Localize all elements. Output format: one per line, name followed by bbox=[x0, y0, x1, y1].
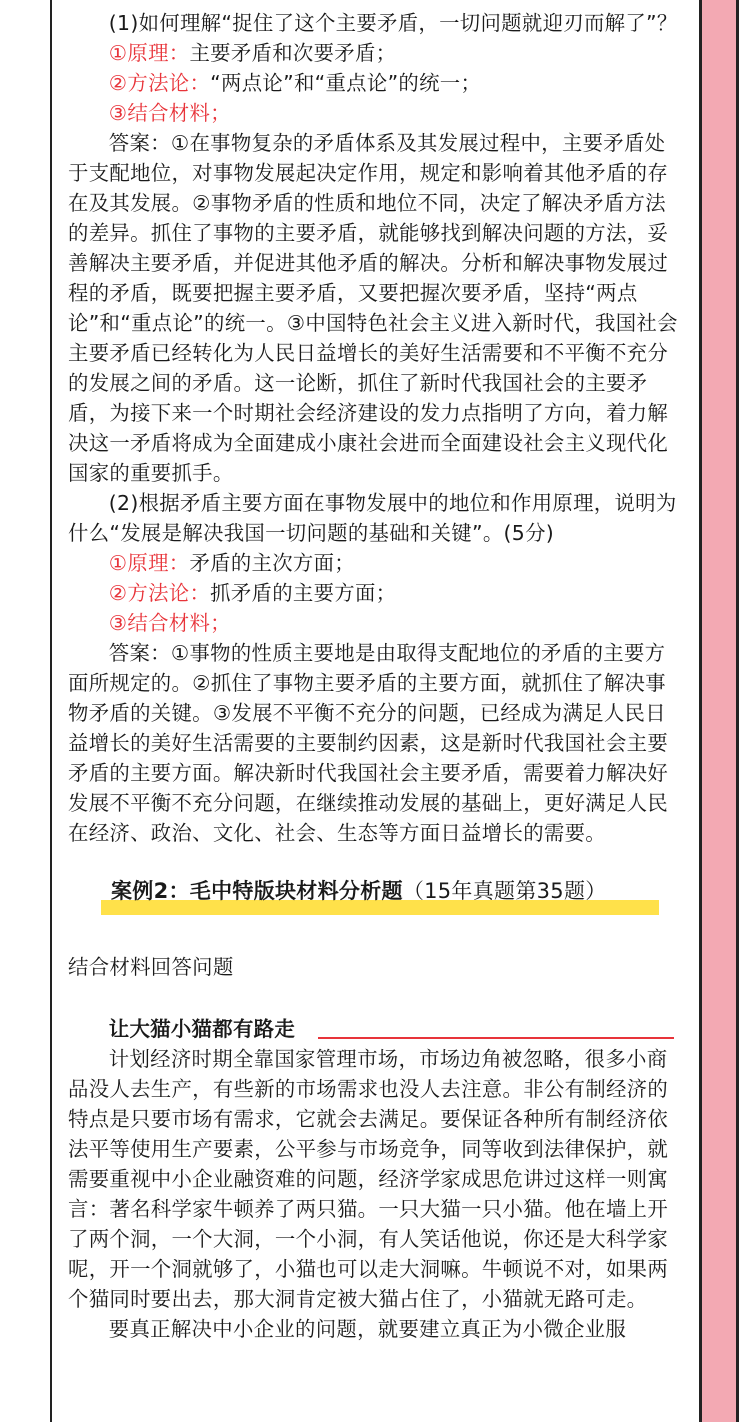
case-title-source: （15年真题第35题） bbox=[402, 879, 607, 903]
material-title-underline bbox=[318, 1037, 674, 1039]
material-title: 让大猫小猫都有路走 bbox=[108, 1017, 296, 1041]
pink-side-strip bbox=[702, 0, 736, 1422]
q2-principle-label: ①原理： bbox=[108, 551, 190, 575]
instruction-text: 结合材料回答问题 bbox=[68, 955, 234, 979]
q2-combine-material: ③结合材料； bbox=[108, 611, 231, 635]
material-text: 计划经济时期全靠国家管理市场，市场边角被忽略，很多小商品没人去生产，有些新的市场需求也没人去注意。非公有制经济的特点是只要市场有需求，它就会去满足。要保证各种所有制经济依法平等使用生产要素，公平参与市场竞争，同等收到法律保护，就需要重视中小企业融资难的问题，经济学家成思危讲过这样一则寓言：著名科学家牛顿养了两只猫。一只大猫一只小猫。他在墙上开了两个洞，一个大洞，一个小洞，有人笑话他说，你还是大科学家呢，开一个洞就够了，小猫也可以走大洞嘛。牛顿说不对，如果两个猫同时要出去，那大洞肯定被大猫占住了，小猫就无路可走。 bbox=[68, 1047, 669, 1311]
q1-methodology bbox=[68, 68, 680, 98]
q1-principle-text: 主要矛盾和次要矛盾； bbox=[189, 41, 397, 65]
q2-methodology-label: ②方法论： bbox=[108, 581, 211, 605]
q1-combine-material: ③结合材料； bbox=[108, 101, 231, 125]
q2-methodology bbox=[68, 578, 680, 608]
q1-methodology-label: ②方法论： bbox=[108, 71, 211, 95]
q1-principle-label: ①原理： bbox=[108, 41, 190, 65]
spacer bbox=[68, 982, 680, 1014]
question-1: (1)如何理解“捉住了这个主要矛盾，一切问题就迎刃而解了”？ bbox=[108, 11, 678, 35]
q2-methodology-text: 抓矛盾的主要方面； bbox=[210, 581, 397, 605]
case-heading bbox=[68, 848, 680, 952]
q1-methodology-text: “两点论”和“重点论”的统一； bbox=[210, 71, 482, 95]
material-text-continued: 要真正解决中小企业的问题，就要建立真正为小微企业服 bbox=[108, 1317, 627, 1341]
q2-principle bbox=[68, 548, 680, 578]
case-title bbox=[111, 876, 607, 906]
document-body bbox=[68, 8, 680, 1344]
q2-principle-text: 矛盾的主次方面； bbox=[189, 551, 355, 575]
material-heading bbox=[68, 1014, 680, 1044]
q1-principle bbox=[68, 38, 680, 68]
left-border-line bbox=[50, 0, 52, 1422]
q2-answer: 答案：①事物的性质主要地是由取得支配地位的矛盾的主要方面所规定的。②抓住了事物主要矛盾的主要方面，就抓住了解决事物矛盾的关键。③发展不平衡不充分的问题，已经成为满足人民日益增长的美好生活需要的主要制约因素，这是新时代我国社会主要矛盾的主要方面。解决新时代我国社会主要矛盾，需要着力解决好发展不平衡不充分问题，在继续推动发展的基础上，更好满足人民在经济、政治、文化、社会、生态等方面日益增长的需要。 bbox=[68, 641, 669, 845]
question-2: (2)根据矛盾主要方面在事物发展中的地位和作用原理，说明为什么“发展是解决我国一切问题的基础和关键”。(5分) bbox=[68, 491, 677, 545]
q1-answer: 答案：①在事物复杂的矛盾体系及其发展过程中，主要矛盾处于支配地位，对事物发展起决定作用，规定和影响着其他矛盾的存在及其发展。②事物矛盾的性质和地位不同，决定了解决矛盾方法的差异。抓住了事物的主要矛盾，就能够找到解决问题的方法，妥善解决主要矛盾，并促进其他矛盾的解决。分析和解决事物发展过程的矛盾，既要把握主要矛盾，又要把握次要矛盾，坚持“两点论”和“重点论”的统一。③中国特色社会主义进入新时代，我国社会主要矛盾已经转化为人民日益增长的美好生活需要和不平衡不充分的发展之间的矛盾。这一论断，抓住了新时代我国社会的主要矛盾，为接下来一个时期社会经济建设的发力点指明了方向，着力解决这一矛盾将成为全面建成小康社会进而全面建设社会主义现代化国家的重要抓手。 bbox=[68, 131, 678, 485]
outer-margin bbox=[739, 0, 750, 1422]
case-title-main: 案例2：毛中特版块材料分析题 bbox=[111, 879, 403, 903]
